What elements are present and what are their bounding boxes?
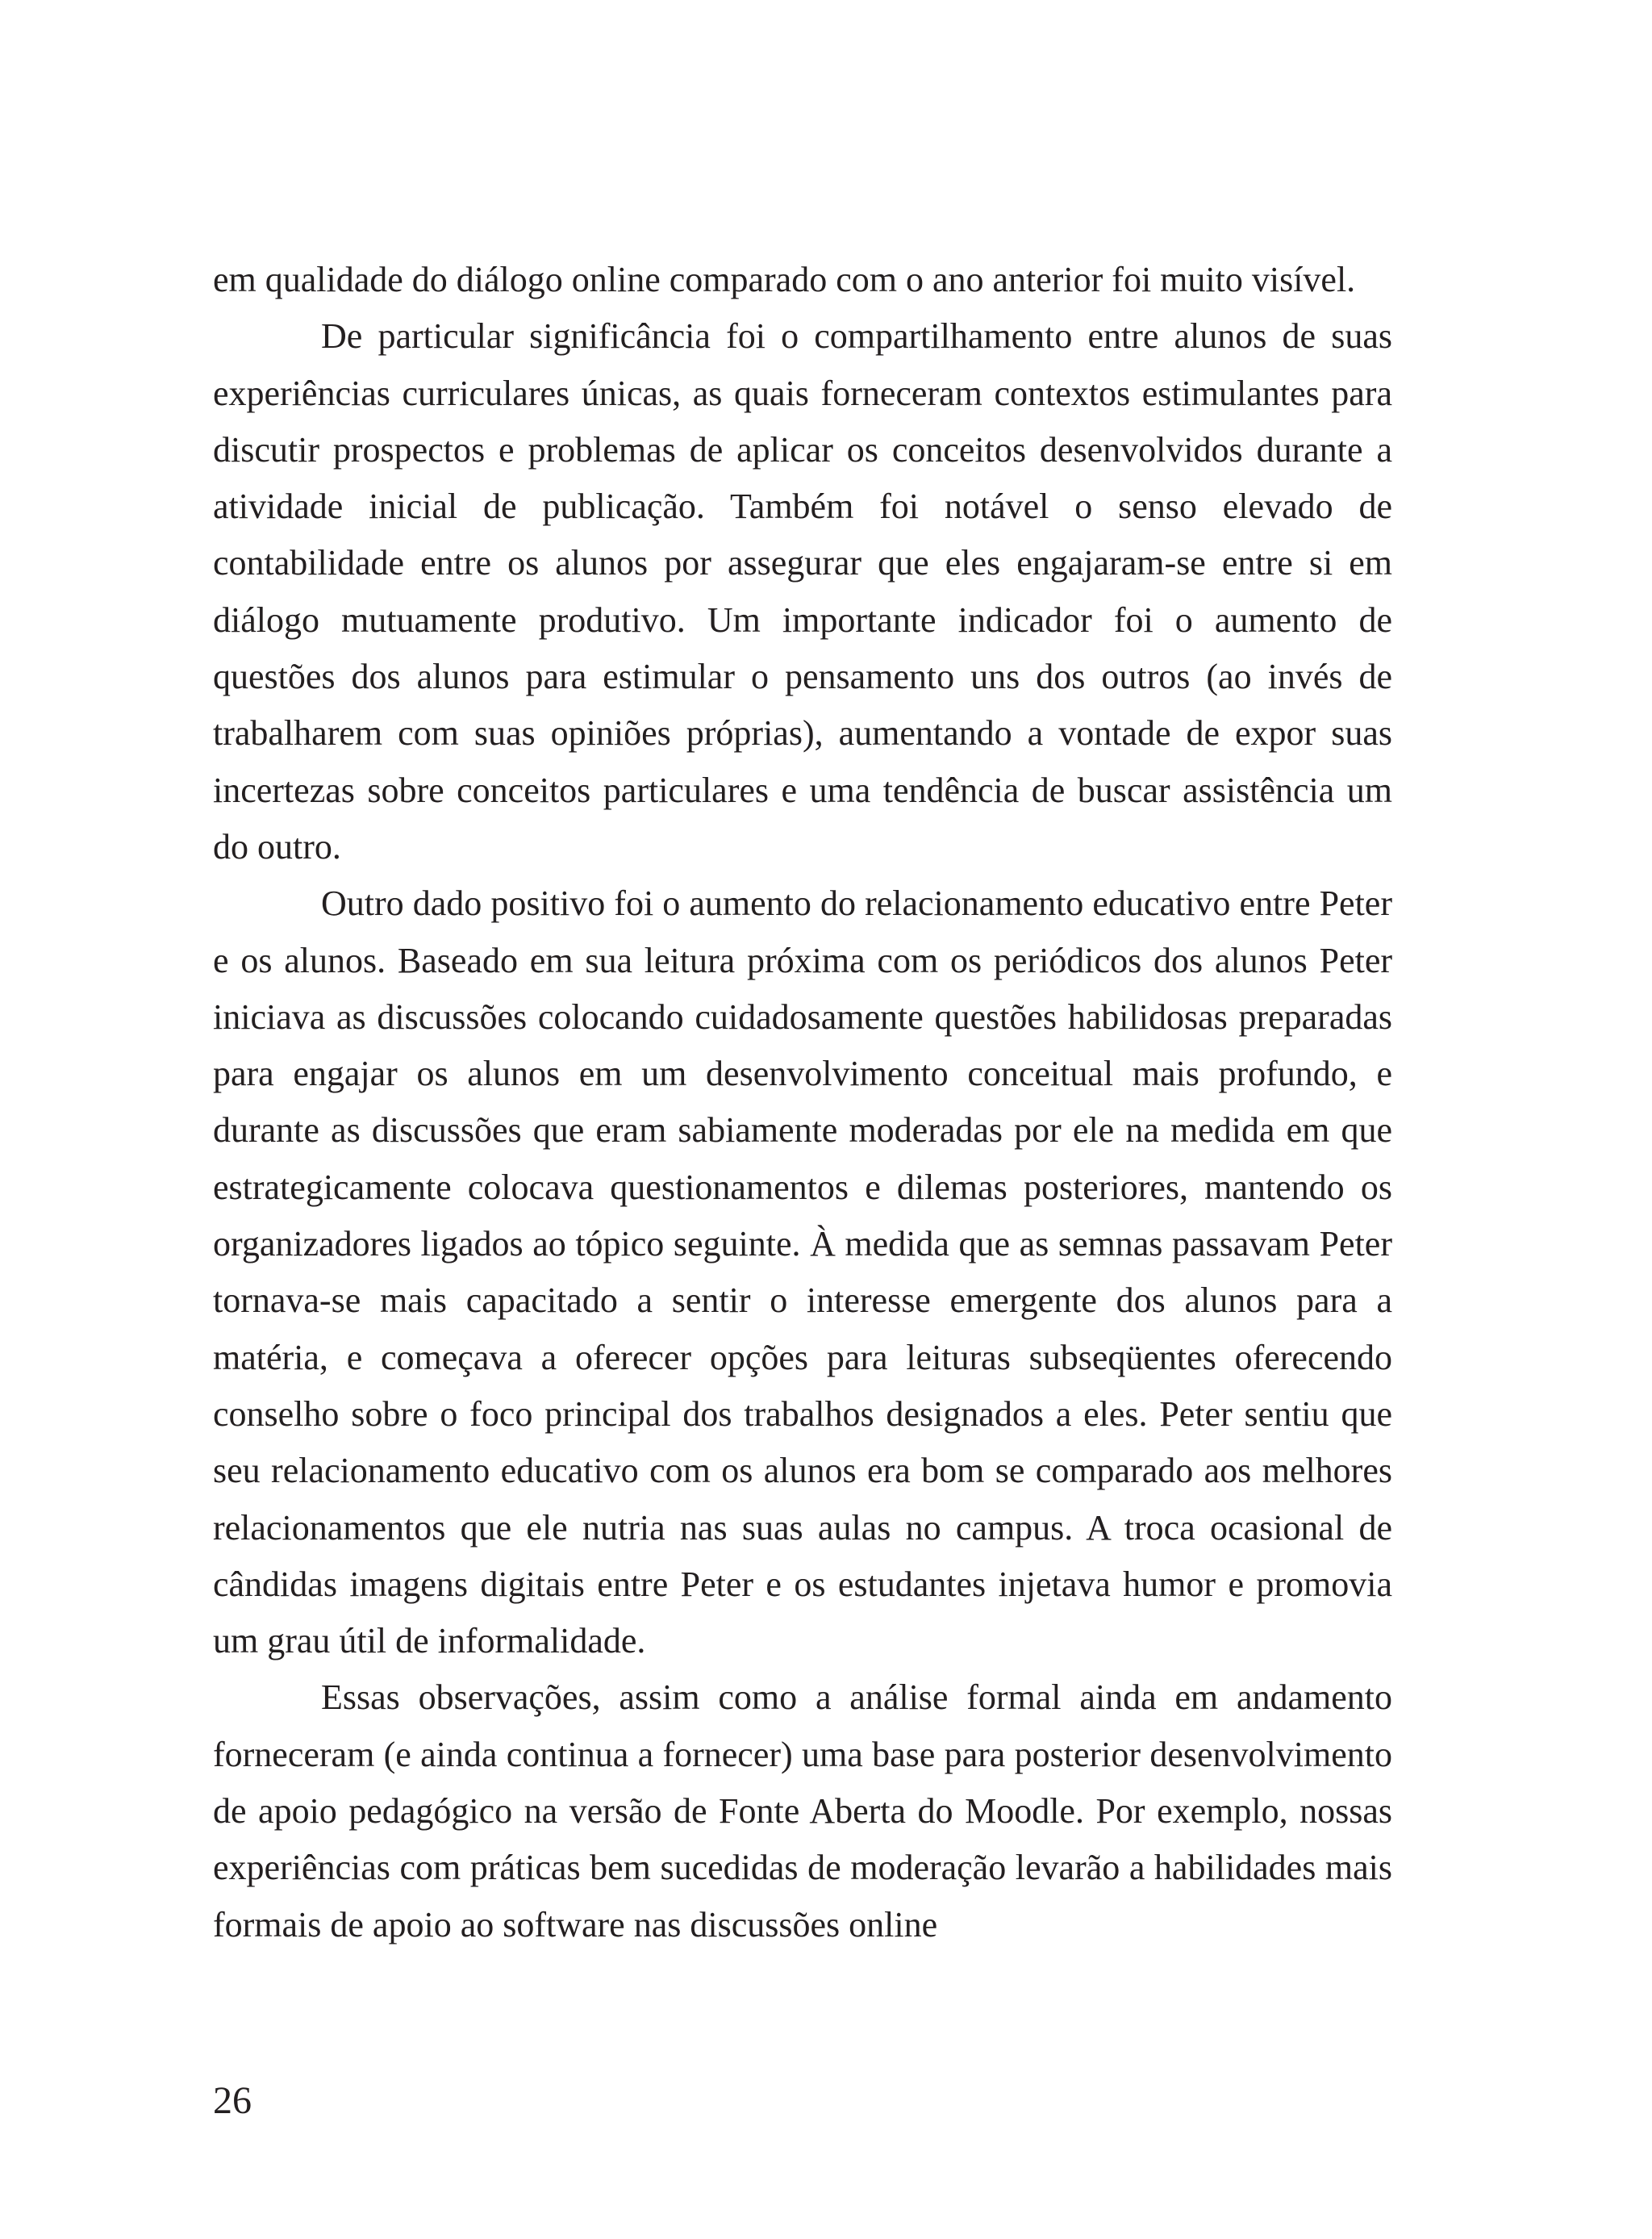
paragraph-educational-relationship: Outro dado positivo foi o aumento do relacionamento educativo entre Peter e os alunos. Baseado em sua leitura próxima com os periódicos dos alunos Peter iniciava as discussões colocando cuidadosamente questões habilidosas preparadas para engajar os alunos em um desenvolvimento conceitual mais profundo, e durante as discussões que eram sabiamente moderadas por ele na medida em que estrategicamente colocava questionamentos e dilemas posteriores, mantendo os organizadores ligados ao tópico seguinte. À medida que as semnas passavam Peter tornava-se mais capacitado a sentir o interesse emergente dos alunos para a matéria, e começava a oferecer opções para leituras subseqüentes oferecendo conselho sobre o foco principal dos trabalhos designados a eles. Peter sentiu que seu relacionamento educativo com os alunos era bom se comparado aos melhores relacionamentos que ele nutria nas suas aulas no campus. A troca ocasional de cândidas imagens digitais entre Peter e os estudantes injetava humor e promovia um grau útil de informalidade.	[213, 883, 1392, 1661]
body-text	[213, 252, 1392, 1953]
paragraph-continued: em qualidade do diálogo online comparado com o ano anterior foi muito visível.	[213, 260, 1356, 299]
paragraph-sharing-experiences: De particular significância foi o compartilhamento entre alunos de suas experiências curriculares únicas, as quais forneceram contextos estimulantes para discutir prospectos e problemas de aplicar os conceitos desenvolvidos durante a atividade inicial de publicação. Também foi notável o senso elevado de contabilidade entre os alunos por assegurar que eles engajaram-se entre si em diálogo mutuamente produtivo. Um importante indicador foi o aumento de questões dos alunos para estimular o pensamento uns dos outros (ao invés de trabalharem com suas opiniões próprias), aumentando a vontade de expor suas incertezas sobre conceitos particulares e uma tendência de buscar assistência um do outro.	[213, 316, 1392, 867]
page-number: 26	[213, 2079, 252, 2122]
paragraph-observations: Essas observações, assim como a análise formal ainda em andamento forneceram (e ainda continua a fornecer) uma base para posterior desenvolvimento de apoio pedagógico na versão de Fonte Aberta do Moodle. Por exemplo, nossas experiências com práticas bem sucedidas de moderação levarão a habilidades mais formais de apoio ao software nas discussões online	[213, 1677, 1392, 1945]
